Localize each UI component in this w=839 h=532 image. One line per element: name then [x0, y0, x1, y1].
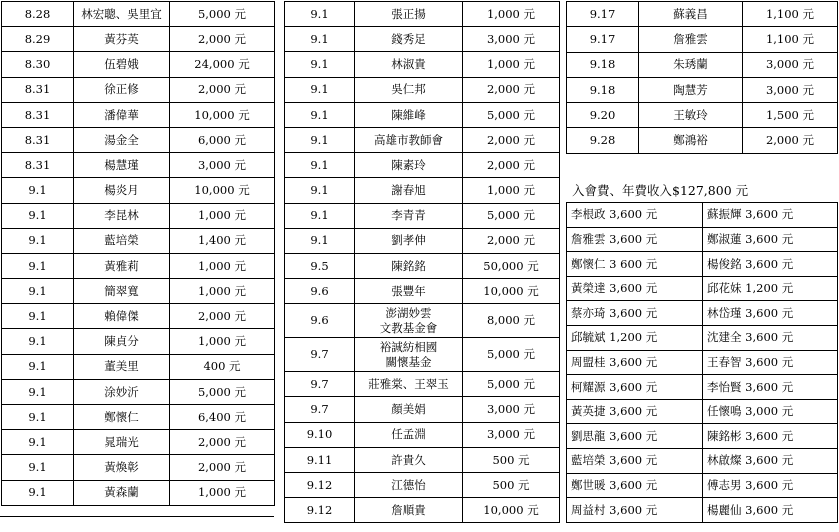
table-row	[285, 153, 560, 178]
fee-entry-cell: 楊俊銘 3,600 元	[703, 252, 838, 277]
date-cell: 9.7	[285, 372, 355, 397]
date-cell: 9.5	[285, 253, 355, 278]
table-row	[285, 77, 560, 102]
table-row	[2, 153, 275, 178]
date-cell: 9.1	[285, 102, 355, 127]
fee-entry-cell: 林岱瑾 3,600 元	[703, 301, 838, 326]
donor-name-cell: 黃芬英	[74, 27, 170, 52]
table-row	[2, 405, 275, 430]
donor-name-cell: 晁瑞光	[74, 430, 170, 455]
table-row	[567, 399, 838, 424]
table-row	[2, 329, 275, 354]
donor-name-cell: 董美里	[74, 354, 170, 379]
table-row	[567, 350, 838, 375]
date-cell: 9.18	[567, 77, 639, 102]
fee-entry-cell: 楊麗仙 3,600 元	[703, 498, 838, 523]
amount-cell: 10,000 元	[463, 498, 560, 523]
fee-entry-cell: 林啟燦 3,600 元	[703, 448, 838, 473]
fee-entry-cell: 藍培榮 3,600 元	[567, 448, 703, 473]
donor-name-cell: 潘偉華	[74, 102, 170, 127]
fee-entry-cell: 鄭淑蓮 3,600 元	[703, 227, 838, 252]
donor-name-cell: 伍碧娥	[74, 52, 170, 77]
date-cell: 9.1	[2, 329, 74, 354]
amount-cell: 10,000 元	[170, 102, 275, 127]
amount-cell: 5,000 元	[463, 102, 560, 127]
table-row	[2, 127, 275, 152]
donor-name-line-1: 澎湖妙雲	[385, 306, 432, 321]
donor-name-cell	[355, 304, 463, 338]
amount-cell: 1,000 元	[170, 279, 275, 304]
date-cell: 9.1	[285, 153, 355, 178]
fee-entry-cell: 傅志男 3,600 元	[703, 473, 838, 498]
table-row	[285, 397, 560, 422]
date-cell: 9.7	[285, 338, 355, 372]
amount-cell: 2,000 元	[463, 77, 560, 102]
amount-cell: 3,000 元	[170, 153, 275, 178]
table-row	[285, 473, 560, 498]
amount-cell: 2,000 元	[170, 27, 275, 52]
amount-cell: 10,000 元	[170, 178, 275, 203]
donor-name-cell: 江德怡	[355, 473, 463, 498]
table-1-bottom-rule	[0, 516, 274, 517]
amount-cell: 400 元	[170, 354, 275, 379]
table-row	[285, 498, 560, 523]
donor-name-cell: 陳素玲	[355, 153, 463, 178]
amount-cell: 6,000 元	[170, 127, 275, 152]
table-row	[567, 77, 838, 102]
table-row	[2, 178, 275, 203]
donor-name-cell: 許貴久	[355, 447, 463, 472]
table-row	[567, 276, 838, 301]
amount-cell: 2,000 元	[463, 153, 560, 178]
table-row	[2, 228, 275, 253]
amount-cell: 2,000 元	[170, 455, 275, 480]
table-row	[567, 424, 838, 449]
table-row	[2, 430, 275, 455]
table-row	[2, 455, 275, 480]
amount-cell: 1,500 元	[743, 103, 838, 128]
date-cell: 9.1	[2, 203, 74, 228]
table-row	[2, 379, 275, 404]
table-row	[285, 304, 560, 338]
donor-name-line-1: 裕誠紡相國	[379, 340, 438, 355]
amount-cell: 1,400 元	[170, 228, 275, 253]
table-row	[2, 2, 275, 27]
amount-cell: 5,000 元	[170, 2, 275, 27]
donor-name-cell: 賴偉傑	[74, 304, 170, 329]
table-row	[285, 52, 560, 77]
fee-entry-cell: 任懷鳴 3,000 元	[703, 399, 838, 424]
amount-cell: 3,000 元	[743, 52, 838, 77]
amount-cell: 3,000 元	[463, 422, 560, 447]
table-row	[567, 103, 838, 128]
donor-name-cell: 王敏玲	[639, 103, 743, 128]
date-cell: 9.1	[285, 27, 355, 52]
date-cell: 9.1	[2, 455, 74, 480]
table-row	[285, 27, 560, 52]
donor-name-cell	[355, 338, 463, 372]
fee-entry-cell: 李怡賢 3,600 元	[703, 375, 838, 400]
date-cell: 8.31	[2, 77, 74, 102]
table-row	[2, 480, 275, 505]
table-row	[285, 127, 560, 152]
table-row	[567, 128, 838, 153]
amount-cell: 2,000 元	[170, 430, 275, 455]
donor-name-cell: 錢秀足	[355, 27, 463, 52]
amount-cell: 2,000 元	[463, 228, 560, 253]
amount-cell: 2,000 元	[170, 304, 275, 329]
table-row	[285, 2, 560, 27]
donor-name-cell: 簡翠寬	[74, 279, 170, 304]
date-cell: 8.31	[2, 102, 74, 127]
table-row	[2, 77, 275, 102]
table-row	[567, 52, 838, 77]
donor-name-cell: 朱琇蘭	[639, 52, 743, 77]
donor-name-cell: 顏美娟	[355, 397, 463, 422]
amount-cell: 3,000 元	[743, 77, 838, 102]
date-cell: 8.31	[2, 127, 74, 152]
table-row	[567, 473, 838, 498]
amount-cell: 5,000 元	[170, 379, 275, 404]
amount-cell: 3,000 元	[463, 397, 560, 422]
amount-cell: 2,000 元	[743, 128, 838, 153]
date-cell: 9.10	[285, 422, 355, 447]
donor-name-cell: 陳貞分	[74, 329, 170, 354]
date-cell: 9.28	[567, 128, 639, 153]
amount-cell: 1,000 元	[170, 253, 275, 278]
donor-name-cell: 黃雅莉	[74, 253, 170, 278]
fee-entry-cell: 王春智 3,600 元	[703, 350, 838, 375]
donor-name-line-2: 文教基金會	[379, 320, 438, 335]
date-cell: 9.7	[285, 397, 355, 422]
amount-cell: 5,000 元	[463, 338, 560, 372]
donor-name-cell: 劉孝伸	[355, 228, 463, 253]
date-cell: 9.1	[285, 228, 355, 253]
donor-name-cell: 黃森蘭	[74, 480, 170, 505]
donor-name-cell: 陳維峰	[355, 102, 463, 127]
date-cell: 9.1	[2, 253, 74, 278]
table-row	[567, 375, 838, 400]
date-cell: 9.1	[2, 379, 74, 404]
table-row	[2, 102, 275, 127]
fee-entry-cell: 周盟桂 3,600 元	[567, 350, 703, 375]
table-row	[285, 102, 560, 127]
donor-name-cell: 黃煥彰	[74, 455, 170, 480]
donation-table-1	[1, 1, 275, 506]
date-cell: 9.18	[567, 52, 639, 77]
date-cell: 8.28	[2, 2, 74, 27]
donation-table-2	[284, 1, 560, 523]
date-cell: 9.1	[2, 304, 74, 329]
fee-entry-cell: 黃榮達 3,600 元	[567, 276, 703, 301]
donor-name-cell: 藍培榮	[74, 228, 170, 253]
date-cell: 9.1	[285, 77, 355, 102]
table-row	[285, 422, 560, 447]
date-cell: 9.20	[567, 103, 639, 128]
table-row	[2, 253, 275, 278]
table-row	[2, 203, 275, 228]
amount-cell: 500 元	[463, 447, 560, 472]
amount-cell: 8,000 元	[463, 304, 560, 338]
date-cell: 9.1	[2, 228, 74, 253]
membership-fee-table	[566, 202, 838, 523]
fee-entry-cell: 李根政 3,600 元	[567, 203, 703, 228]
table-row	[2, 354, 275, 379]
fee-entry-cell: 周益村 3,600 元	[567, 498, 703, 523]
date-cell: 9.1	[2, 279, 74, 304]
donor-name-cell: 高雄市教師會	[355, 127, 463, 152]
date-cell: 9.1	[285, 203, 355, 228]
donor-name-cell: 鄭鴻裕	[639, 128, 743, 153]
amount-cell: 1,000 元	[170, 203, 275, 228]
amount-cell: 5,000 元	[463, 372, 560, 397]
date-cell: 9.1	[285, 127, 355, 152]
donor-name-cell: 陶慧芳	[639, 77, 743, 102]
fee-entry-cell: 蘇振輝 3,600 元	[703, 203, 838, 228]
date-cell: 9.1	[2, 430, 74, 455]
amount-cell: 1,000 元	[463, 178, 560, 203]
amount-cell: 1,000 元	[170, 329, 275, 354]
date-cell: 9.1	[2, 405, 74, 430]
table-row	[567, 203, 838, 228]
table-row	[567, 498, 838, 523]
date-cell: 9.1	[2, 354, 74, 379]
donor-name-cell: 林宏聰、吳里宜	[74, 2, 170, 27]
amount-cell: 2,000 元	[170, 77, 275, 102]
fees-title: 入會費、年費收入$127,800 元	[572, 183, 749, 198]
amount-cell: 50,000 元	[463, 253, 560, 278]
table-row	[285, 228, 560, 253]
donor-name-cell: 涂妙沂	[74, 379, 170, 404]
donor-name-cell: 林淑貴	[355, 52, 463, 77]
donor-name-cell: 任孟淵	[355, 422, 463, 447]
table-row	[285, 447, 560, 472]
fee-entry-cell: 陳銘彬 3,600 元	[703, 424, 838, 449]
date-cell: 8.30	[2, 52, 74, 77]
fee-entry-cell: 邱毓斌 1,200 元	[567, 325, 703, 350]
date-cell: 9.17	[567, 27, 639, 52]
table-row	[285, 338, 560, 372]
table-row	[2, 52, 275, 77]
date-cell: 9.1	[2, 480, 74, 505]
donor-name-cell: 湯金全	[74, 127, 170, 152]
amount-cell: 1,100 元	[743, 27, 838, 52]
date-cell: 8.31	[2, 153, 74, 178]
amount-cell: 2,000 元	[463, 127, 560, 152]
fee-entry-cell: 蔡亦琦 3,600 元	[567, 301, 703, 326]
donor-name-cell: 李昆林	[74, 203, 170, 228]
table-row	[285, 372, 560, 397]
donor-name-cell: 莊雅棠、王翠玉	[355, 372, 463, 397]
date-cell: 9.1	[285, 52, 355, 77]
table-row	[285, 203, 560, 228]
date-cell: 8.29	[2, 27, 74, 52]
date-cell: 9.11	[285, 447, 355, 472]
amount-cell: 1,000 元	[170, 480, 275, 505]
donor-name-cell: 李青青	[355, 203, 463, 228]
table-row	[567, 227, 838, 252]
table-row	[285, 178, 560, 203]
table-row	[285, 253, 560, 278]
amount-cell: 10,000 元	[463, 279, 560, 304]
donation-table-3	[566, 1, 838, 154]
fee-entry-cell: 鄭世暖 3,600 元	[567, 473, 703, 498]
date-cell: 9.12	[285, 498, 355, 523]
table-row	[567, 325, 838, 350]
fee-entry-cell: 鄭懷仁 3 600 元	[567, 252, 703, 277]
table-row	[567, 448, 838, 473]
fee-entry-cell: 柯耀源 3,600 元	[567, 375, 703, 400]
donor-name-cell: 鄭懷仁	[74, 405, 170, 430]
table-row	[567, 301, 838, 326]
fee-entry-cell: 邱花妹 1,200 元	[703, 276, 838, 301]
table-row	[285, 279, 560, 304]
table-row	[2, 279, 275, 304]
donor-name-cell: 張正揚	[355, 2, 463, 27]
amount-cell: 1,000 元	[463, 2, 560, 27]
date-cell: 9.1	[2, 178, 74, 203]
table-row	[2, 304, 275, 329]
date-cell: 9.12	[285, 473, 355, 498]
fee-entry-cell: 劉思龍 3,600 元	[567, 424, 703, 449]
date-cell: 9.1	[285, 178, 355, 203]
date-cell: 9.17	[567, 2, 639, 27]
date-cell: 9.6	[285, 279, 355, 304]
fee-entry-cell: 詹雅雲 3,600 元	[567, 227, 703, 252]
amount-cell: 24,000 元	[170, 52, 275, 77]
donor-name-cell: 吳仁邦	[355, 77, 463, 102]
amount-cell: 6,400 元	[170, 405, 275, 430]
amount-cell: 1,100 元	[743, 2, 838, 27]
donor-name-cell: 詹雅雲	[639, 27, 743, 52]
donor-name-cell: 詹順貴	[355, 498, 463, 523]
donor-name-cell: 楊慧瑾	[74, 153, 170, 178]
table-row	[567, 252, 838, 277]
amount-cell: 500 元	[463, 473, 560, 498]
donor-name-cell: 謝春旭	[355, 178, 463, 203]
donor-name-cell: 楊炎月	[74, 178, 170, 203]
fee-entry-cell: 沈建全 3,600 元	[703, 325, 838, 350]
table-row	[567, 27, 838, 52]
date-cell: 9.1	[285, 2, 355, 27]
fee-entry-cell: 黃英捷 3,600 元	[567, 399, 703, 424]
table-row	[567, 2, 838, 27]
date-cell: 9.6	[285, 304, 355, 338]
donor-name-cell: 張豐年	[355, 279, 463, 304]
amount-cell: 5,000 元	[463, 203, 560, 228]
amount-cell: 1,000 元	[463, 52, 560, 77]
donor-name-cell: 陳銘銘	[355, 253, 463, 278]
donor-name-line-2: 關懷基金	[385, 354, 432, 369]
table-row	[2, 27, 275, 52]
amount-cell: 3,000 元	[463, 27, 560, 52]
donor-name-cell: 蘇義昌	[639, 2, 743, 27]
donor-name-cell: 徐正修	[74, 77, 170, 102]
